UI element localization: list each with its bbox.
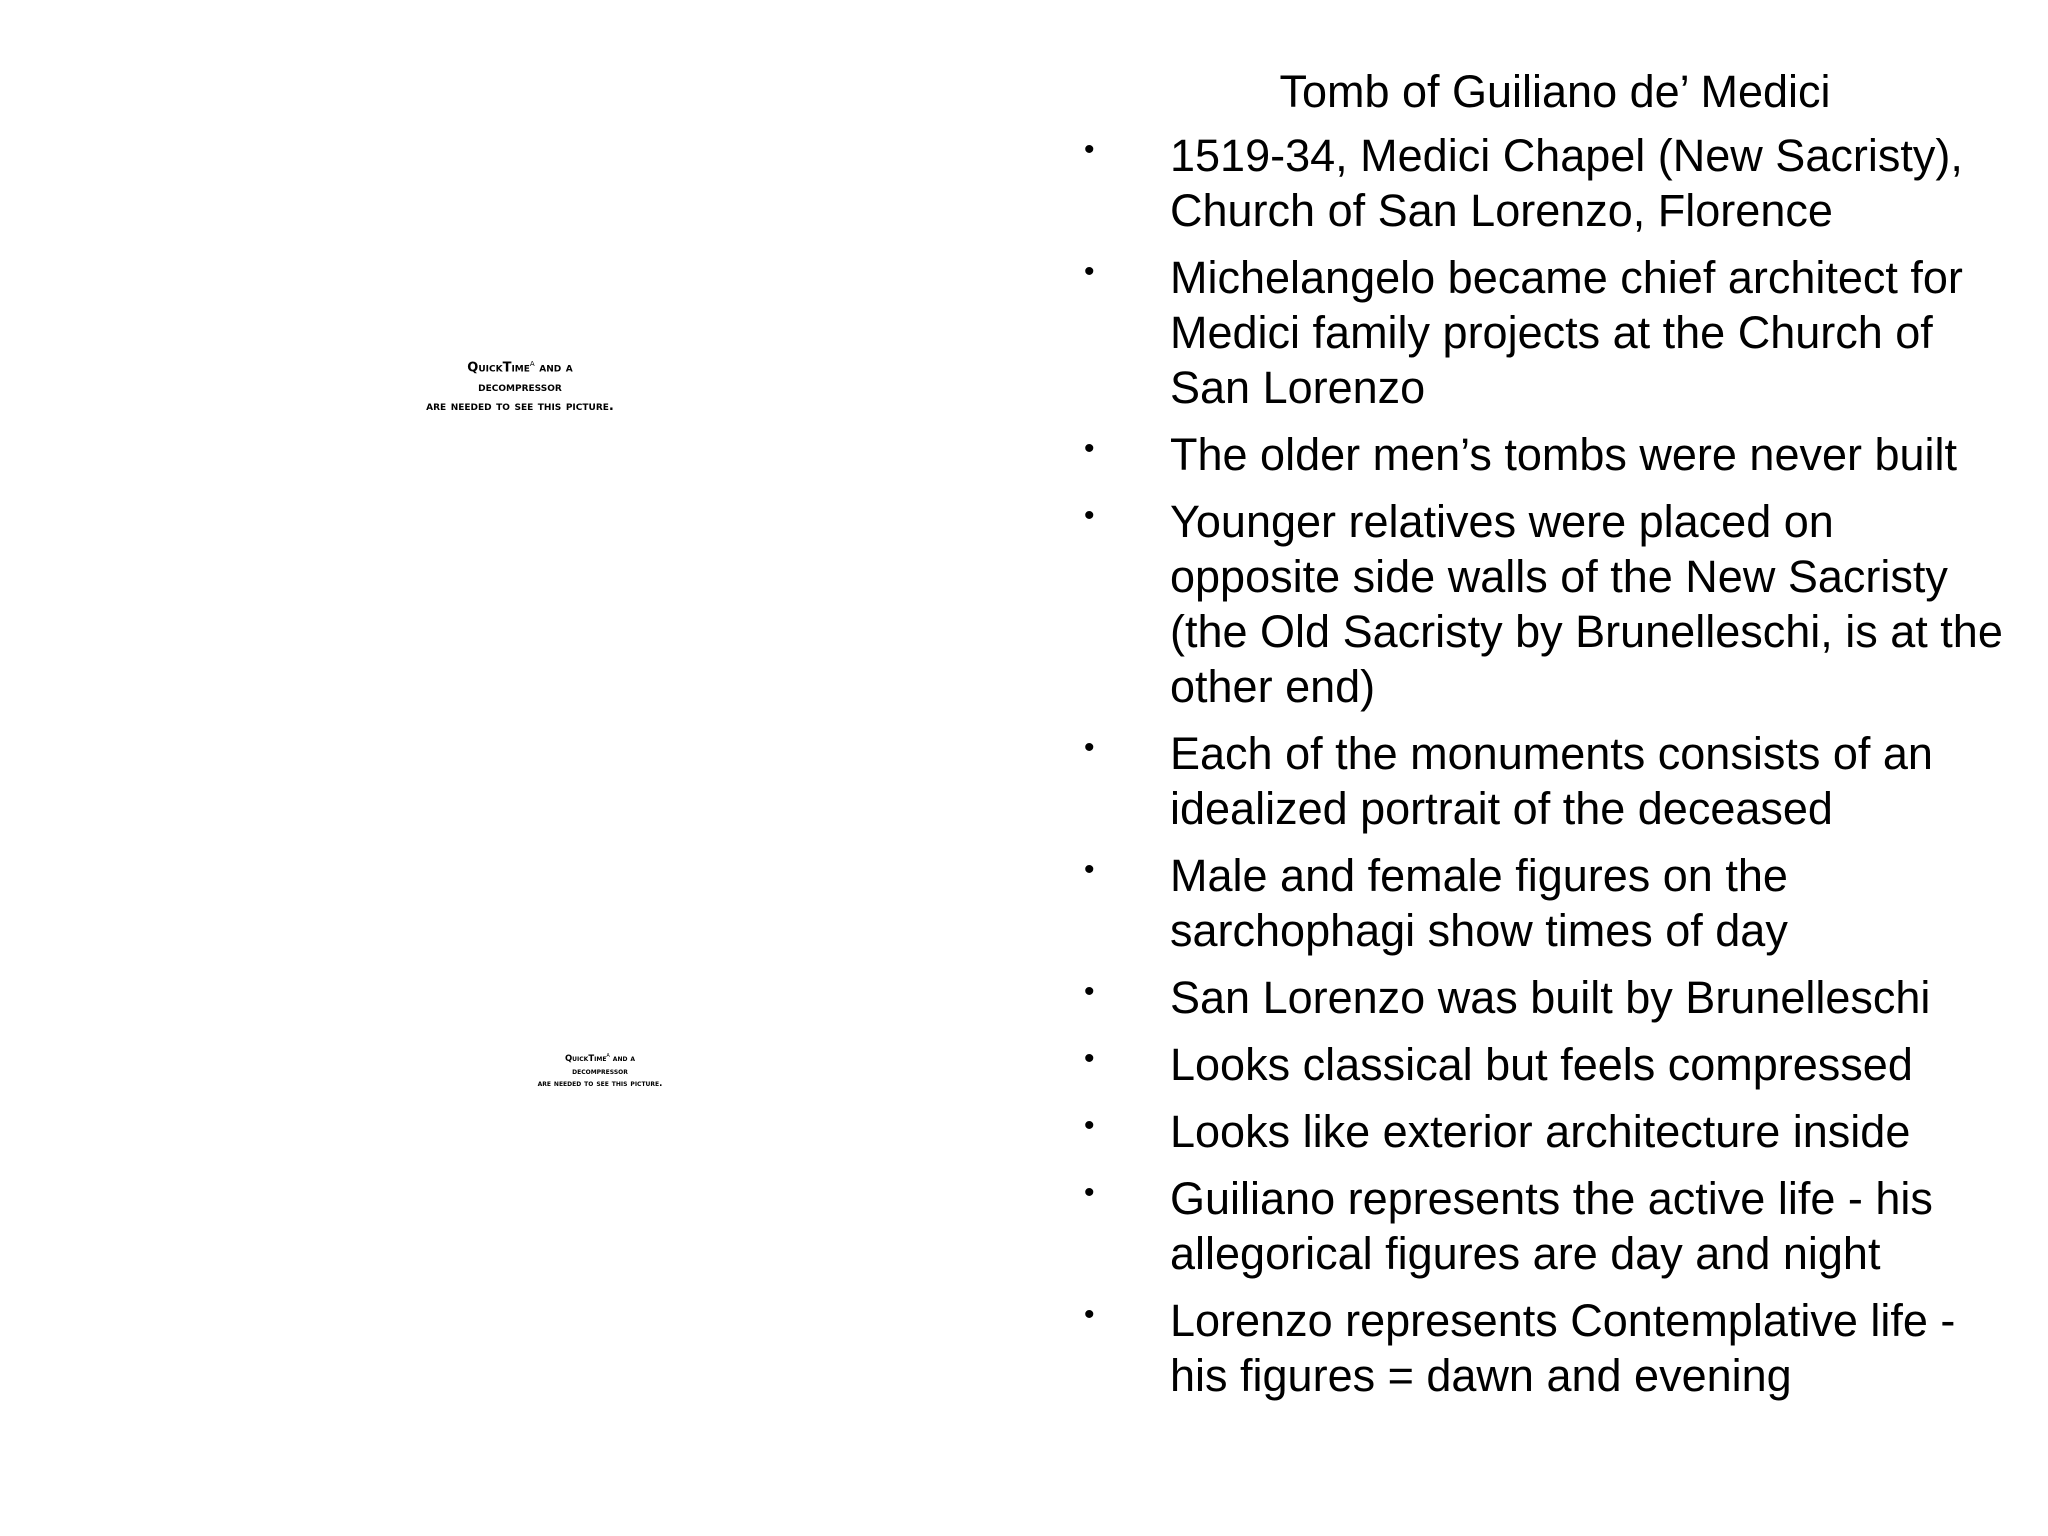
bullet-dot-icon: •: [1084, 1042, 1095, 1075]
bullet-item: [1080, 726, 2010, 836]
slide-title: Tomb of Guiliano de’ Medici: [1279, 66, 1831, 117]
bullet-text: Looks classical but feels compressed: [1170, 1039, 1913, 1090]
bullet-dot-icon: •: [1084, 853, 1095, 886]
bullet-item: [1080, 1037, 2010, 1092]
bullet-item: [1080, 1104, 2010, 1159]
slide-content: [1080, 62, 2010, 1415]
placeholder-line-3: are needed to see this picture.: [426, 399, 614, 415]
quicktime-placeholder-bottom: [515, 1050, 685, 1091]
bullet-item: [1080, 1293, 2010, 1403]
bullet-item: [1080, 128, 2010, 238]
bullet-text: San Lorenzo was built by Brunelleschi: [1170, 972, 1931, 1023]
placeholder-line-2: decompressor: [572, 1066, 628, 1077]
placeholder-line-2: decompressor: [478, 379, 562, 395]
bullet-text: The older men’s tombs were never built: [1170, 429, 1958, 480]
bullet-text: Looks like exterior architecture inside: [1170, 1106, 1911, 1157]
bullet-item: [1080, 427, 2010, 482]
quicktime-placeholder-top: [380, 356, 660, 417]
bullet-item: [1080, 970, 2010, 1025]
placeholder-line-1: QuickTime$^a$ and a: [467, 357, 573, 376]
bullet-dot-icon: •: [1084, 1176, 1095, 1209]
bullet-text: Younger relatives were placed on opposite side walls of the New Sacristy (the Old Sacristy by Brunelleschi, is at the other end): [1170, 496, 2003, 712]
bullet-dot-icon: •: [1084, 1109, 1095, 1142]
bullet-dot-icon: •: [1084, 731, 1095, 764]
placeholder-line-3: are needed to see this picture.: [537, 1079, 663, 1090]
bullet-text: Lorenzo represents Contemplative life - his figures = dawn and evening: [1170, 1295, 1956, 1401]
bullet-text: 1519-34, Medici Chapel (New Sacristy), Church of San Lorenzo, Florence: [1170, 130, 1963, 236]
bullet-item: [1080, 848, 2010, 958]
bullet-dot-icon: •: [1084, 255, 1095, 288]
bullet-text: Each of the monuments consists of an idealized portrait of the deceased: [1170, 728, 1933, 834]
bullet-item: [1080, 494, 2010, 714]
bullet-dot-icon: •: [1084, 1298, 1095, 1331]
bullet-dot-icon: •: [1084, 499, 1095, 532]
placeholder-line-1: QuickTime$^a$ and a: [564, 1051, 636, 1064]
bullet-dot-icon: •: [1084, 975, 1095, 1008]
bullet-dot-icon: •: [1084, 432, 1095, 465]
bullet-dot-icon: •: [1084, 133, 1095, 166]
bullet-text: Male and female figures on the sarchophagi show times of day: [1170, 850, 1788, 956]
bullet-text: Michelangelo became chief architect for Medici family projects at the Church of San Lorenzo: [1170, 252, 1963, 413]
bullet-item: [1080, 1171, 2010, 1281]
bullet-text: Guiliano represents the active life - his allegorical figures are day and night: [1170, 1173, 1933, 1279]
bullet-list: [1080, 128, 2010, 1403]
bullet-item: [1080, 250, 2010, 415]
